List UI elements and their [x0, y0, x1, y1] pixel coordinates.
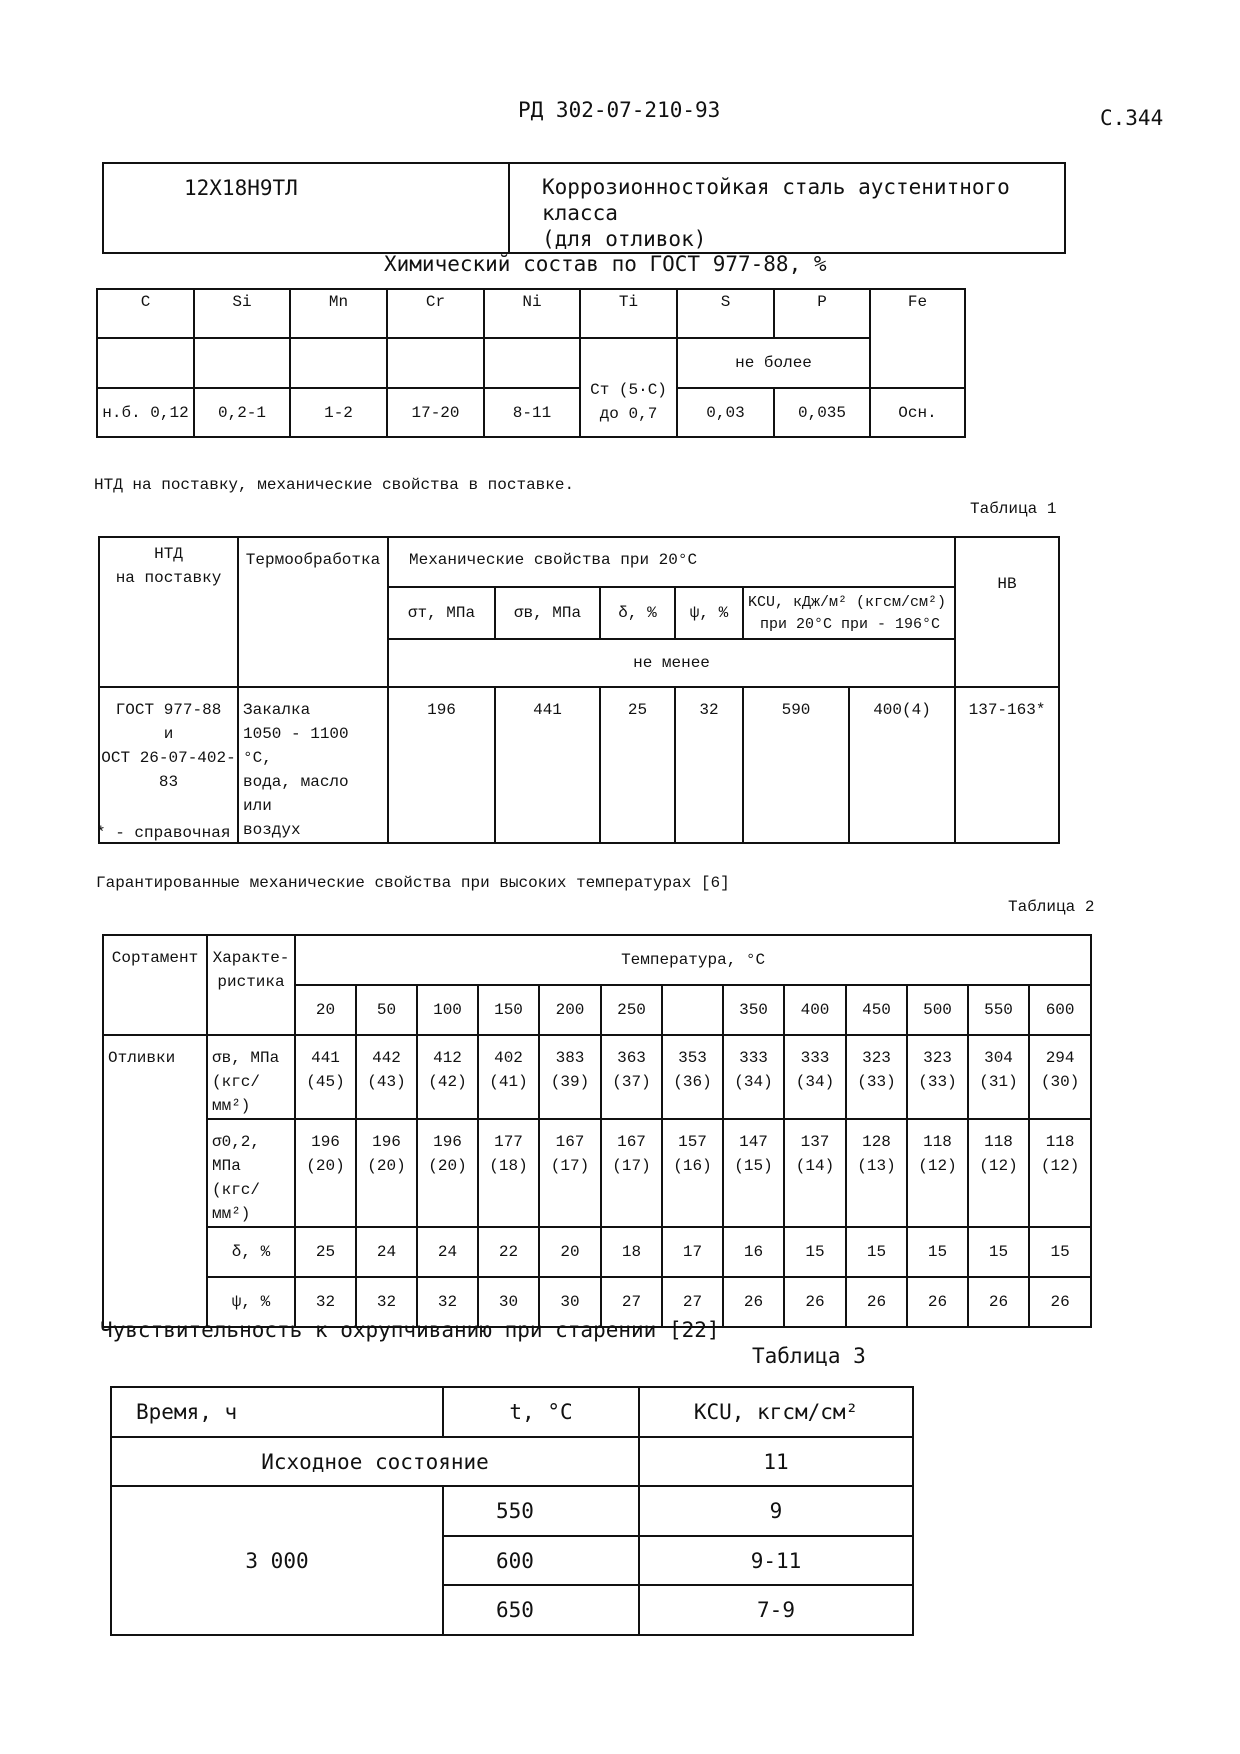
table2-value-cell: 26 [1029, 1277, 1091, 1327]
material-box [102, 162, 1066, 254]
table1-cell-psi: 32 [675, 687, 743, 843]
table1-label: Таблица 1 [970, 500, 1057, 518]
chem-header-c: C [97, 289, 194, 338]
table1-header-d: δ, % [600, 587, 675, 639]
table1-header-st: σт, МПа [388, 587, 495, 639]
table3-row-t: 600 [443, 1536, 639, 1585]
table2-value-cell: 333 (34) [784, 1035, 846, 1119]
table2-value-cell: 441 (45) [295, 1035, 356, 1119]
table2-value-cell: 177 (18) [478, 1119, 539, 1227]
chem-value-si: 0,2-1 [194, 388, 290, 437]
material-description: Коррозионностойкая сталь аустенитного класса (для отливок) [509, 163, 1065, 253]
table3-label: Таблица 3 [752, 1344, 866, 1368]
table2-temp-header: 50 [356, 985, 417, 1035]
table2 [102, 934, 1092, 1328]
table2-value-cell: 15 [1029, 1227, 1091, 1277]
table2-value-cell: 196 (20) [295, 1119, 356, 1227]
table1-header-psi: ψ, % [675, 587, 743, 639]
table2-value-cell: 32 [417, 1277, 478, 1327]
chem-header-mn: Mn [290, 289, 387, 338]
table3-initial-value: 11 [639, 1437, 913, 1486]
table2-header-characteristic: Характе- ристика [207, 935, 295, 1035]
table3-row-kcu: 7-9 [639, 1585, 913, 1635]
table2-value-cell: 26 [723, 1277, 784, 1327]
table2-value-cell: 17 [662, 1227, 723, 1277]
chem-value-ni: 8-11 [484, 388, 580, 437]
chem-header-ti: Ti [580, 289, 677, 338]
table2-value-cell: 294 (30) [1029, 1035, 1091, 1119]
table2-value-cell: 15 [907, 1227, 968, 1277]
chem-header-s: S [677, 289, 774, 338]
table2-value-cell: 18 [601, 1227, 662, 1277]
table2-value-cell: 27 [662, 1277, 723, 1327]
table2-value-cell: 25 [295, 1227, 356, 1277]
chem-title: Химический состав по ГОСТ 977-88, % [384, 252, 827, 276]
table2-value-cell: 137 (14) [784, 1119, 846, 1227]
table2-value-cell: 118 (12) [968, 1119, 1029, 1227]
chem-value-fe: Осн. [870, 388, 965, 437]
table2-value-cell: 412 (42) [417, 1035, 478, 1119]
table2-characteristic-name: σ0,2, МПа (кгс/мм²) [207, 1119, 295, 1227]
table2-temp-header: 20 [295, 985, 356, 1035]
table2-value-cell: 32 [356, 1277, 417, 1327]
table3-row-t: 650 [443, 1585, 639, 1635]
table3-header-time: Время, ч [111, 1387, 443, 1437]
table2-value-cell: 27 [601, 1277, 662, 1327]
chem-header-si: Si [194, 289, 290, 338]
table1-intro: НТД на поставку, механические свойства в поставке. [94, 476, 575, 494]
table2-header-temperature: Температура, °С [295, 935, 1091, 985]
table2-temp-header: 100 [417, 985, 478, 1035]
table1-header-kcu-sub: при 20°С при - 196°С [760, 616, 941, 633]
table1-header-hb: НВ [955, 537, 1059, 687]
table1 [98, 536, 1060, 844]
table2-value-cell: 353 (36) [662, 1035, 723, 1119]
table2-header-sortament: Сортамент [103, 935, 207, 1035]
table1-cell-d: 25 [600, 687, 675, 843]
chem-header-ni: Ni [484, 289, 580, 338]
table2-value-cell: 323 (33) [907, 1035, 968, 1119]
table1-cell-st: 196 [388, 687, 495, 843]
table2-label: Таблица 2 [1008, 898, 1095, 916]
table1-cell-hb: 137-163* [955, 687, 1059, 843]
table2-value-cell: 24 [356, 1227, 417, 1277]
table1-header-sv: σв, МПа [495, 587, 600, 639]
table3-header-kcu: KCU, кгсм/см² [639, 1387, 913, 1437]
table2-value-cell: 157 (16) [662, 1119, 723, 1227]
chem-value-s: 0,03 [677, 388, 774, 437]
chem-table [96, 288, 966, 438]
table3 [110, 1386, 914, 1636]
table2-value-cell: 147 (15) [723, 1119, 784, 1227]
document-code: РД 302-07-210-93 [518, 98, 721, 122]
table2-value-cell: 30 [539, 1277, 601, 1327]
chem-value-cr: 17-20 [387, 388, 484, 437]
table1-header-kcu: KCU, кДж/м² (кгсм/см²) [748, 594, 947, 611]
table2-value-cell: 22 [478, 1227, 539, 1277]
table1-footnote: * - справочная [96, 824, 231, 842]
table2-value-cell: 26 [968, 1277, 1029, 1327]
chem-header-fe: Fe [870, 289, 965, 388]
table2-temp-header: 350 [723, 985, 784, 1035]
table2-value-cell: 128 (13) [846, 1119, 907, 1227]
table1-cell-ntd: ГОСТ 977-88 и ОСТ 26-07-402- 83 [99, 687, 238, 843]
table2-value-cell: 20 [539, 1227, 601, 1277]
chem-value-c: н.б. 0,12 [97, 388, 194, 437]
chem-not-more: не более [677, 338, 870, 388]
table3-row-t: 550 [443, 1486, 639, 1536]
table3-row-kcu: 9 [639, 1486, 913, 1536]
table2-value-cell: 402 (41) [478, 1035, 539, 1119]
table2-intro: Гарантированные механические свойства при высоких температурах [6] [96, 874, 730, 892]
table2-value-cell: 304 (31) [968, 1035, 1029, 1119]
table2-temp-header: 150 [478, 985, 539, 1035]
table1-cell-kcu20: 590 [743, 687, 849, 843]
table1-cell-sv: 441 [495, 687, 600, 843]
chem-value-mn: 1-2 [290, 388, 387, 437]
table1-header-heat: Термообработка [238, 537, 388, 687]
table2-value-cell: 15 [968, 1227, 1029, 1277]
table2-value-cell: 442 (43) [356, 1035, 417, 1119]
table2-characteristic-name: ψ, % [207, 1277, 295, 1327]
table2-value-cell: 16 [723, 1227, 784, 1277]
table2-temp-header: 550 [968, 985, 1029, 1035]
table2-value-cell: 383 (39) [539, 1035, 601, 1119]
table2-value-cell: 15 [784, 1227, 846, 1277]
chem-header-p: P [774, 289, 870, 338]
table1-header-ntd: НТД на поставку [99, 537, 238, 687]
table2-value-cell: 323 (33) [846, 1035, 907, 1119]
table3-row-kcu: 9-11 [639, 1536, 913, 1585]
table1-cell-kcu196: 400(4) [849, 687, 955, 843]
table3-header-t: t, °С [443, 1387, 639, 1437]
table2-sortament-value: Отливки [103, 1035, 207, 1327]
table2-value-cell: 15 [846, 1227, 907, 1277]
table2-value-cell: 118 (12) [1029, 1119, 1091, 1227]
page-number: С.344 [1100, 106, 1164, 130]
table2-value-cell: 363 (37) [601, 1035, 662, 1119]
table2-temp-header: 600 [1029, 985, 1091, 1035]
chem-header-cr: Cr [387, 289, 484, 338]
table1-cell-heat: Закалка 1050 - 1100 °С, вода, масло или воздух [238, 687, 388, 843]
table2-value-cell: 196 (20) [417, 1119, 478, 1227]
table2-value-cell: 24 [417, 1227, 478, 1277]
chem-value-p: 0,035 [774, 388, 870, 437]
table2-value-cell: 26 [846, 1277, 907, 1327]
table3-time-value: 3 000 [111, 1486, 443, 1635]
material-grade: 12Х18Н9ТЛ [184, 176, 298, 200]
table2-value-cell: 167 (17) [539, 1119, 601, 1227]
table2-value-cell: 333 (34) [723, 1035, 784, 1119]
table2-value-cell: 196 (20) [356, 1119, 417, 1227]
table2-temp-header [662, 985, 723, 1035]
table2-value-cell: 26 [907, 1277, 968, 1327]
table2-value-cell: 118 (12) [907, 1119, 968, 1227]
table1-header-mech: Механические свойства при 20°С [388, 537, 955, 587]
table1-not-less: не менее [388, 639, 955, 687]
table2-temp-header: 400 [784, 985, 846, 1035]
table3-title: Чувствительность к охрупчиванию при старении [22] [100, 1318, 720, 1342]
table2-temp-header: 500 [907, 985, 968, 1035]
table2-temp-header: 200 [539, 985, 601, 1035]
table2-value-cell: 167 (17) [601, 1119, 662, 1227]
table2-value-cell: 32 [295, 1277, 356, 1327]
table2-value-cell: 30 [478, 1277, 539, 1327]
chem-ti-note: Ст (5·С) до 0,7 [580, 338, 677, 437]
table2-temp-header: 250 [601, 985, 662, 1035]
table2-characteristic-name: δ, % [207, 1227, 295, 1277]
table2-characteristic-name: σв, МПа (кгс/мм²) [207, 1035, 295, 1119]
table3-initial-state: Исходное состояние [111, 1437, 639, 1486]
table2-temp-header: 450 [846, 985, 907, 1035]
table2-value-cell: 26 [784, 1277, 846, 1327]
